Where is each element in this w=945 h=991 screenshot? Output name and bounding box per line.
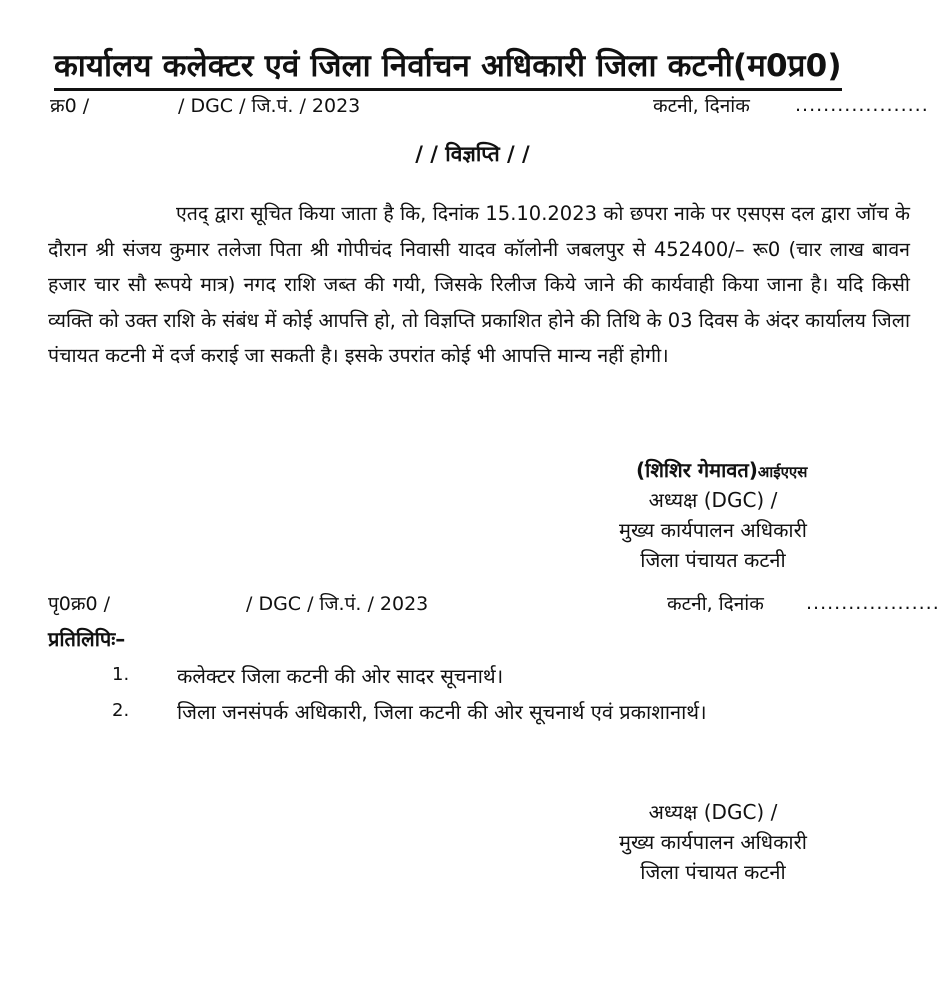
signatory-suffix: आईएएस [757, 463, 808, 481]
signatory-office: जिला पंचायत कटनी [640, 860, 786, 884]
reference-code: / DGC / जि.पं. / 2023 [178, 95, 361, 117]
signatory-designation: अध्यक्ष (DGC) / [648, 488, 778, 512]
copy-item-number: 1. [112, 664, 130, 685]
reference-number-prefix: क्र0 / [50, 95, 90, 117]
endorsement-number-prefix: पृ0क्र0 / [48, 593, 111, 615]
copy-item-text: कलेक्टर जिला कटनी की ओर सादर सूचनार्थ। [177, 664, 504, 688]
copy-item-number: 2. [112, 700, 130, 721]
office-title: कार्यालय कलेक्टर एवं जिला निर्वाचन अधिकारी जिला कटनी(म0प्र0) [54, 44, 842, 91]
endorsement-date-blank: ................... [806, 592, 940, 614]
second-signature-block [548, 797, 878, 887]
endorsement-code: / DGC / जि.पं. / 2023 [246, 593, 429, 615]
endorsement-place-date-label: कटनी, दिनांक [667, 593, 764, 615]
place-date-label: कटनी, दिनांक [653, 95, 750, 117]
signatory-title: मुख्य कार्यपालन अधिकारी [619, 830, 807, 854]
notice-body: एतद् द्वारा सूचित किया जाता है कि, दिनांक 15.10.2023 को छपरा नाके पर एसएस दल द्वारा जॉच के दौरान श्री संजय कुमार तलेजा पिता श्री गोपीचंद निवासी यादव कॉलोनी जबलपुर से 452400/– रू0 (चार लाख बावन हजार चार सौ रूपये मात्र) नगद राशि जब्त की गयी, जिसके रिलीज किये जाने की कार्यवाही किया जाना है। यदि किसी व्यक्ति को उक्त राशि के संबंध में कोई आपत्ति हो, तो विज्ञप्ति प्रकाशित होने की तिथि के 03 दिवस के अंदर कार्यालय जिला पंचायत कटनी में दर्ज कराई जा सकती है। इसके उपरांत कोई भी आपत्ति मान्य नहीं होगी। [48, 202, 910, 367]
signatory-name [636, 456, 807, 483]
signatory-title: मुख्य कार्यपालन अधिकारी [619, 518, 807, 542]
signatory-name-text: (शिशिर गेमावत) [636, 458, 758, 482]
copy-to-heading: प्रतिलिपिः– [48, 627, 126, 651]
signatory-designation: अध्यक्ष (DGC) / [648, 800, 778, 824]
notice-title: / / विज्ञप्ति / / [415, 142, 530, 166]
signature-block [548, 485, 878, 575]
copy-item-text: जिला जनसंपर्क अधिकारी, जिला कटनी की ओर सूचनार्थ एवं प्रकाशानार्थ। [177, 700, 707, 724]
date-blank: ................... [795, 94, 929, 116]
signatory-office: जिला पंचायत कटनी [640, 548, 786, 572]
